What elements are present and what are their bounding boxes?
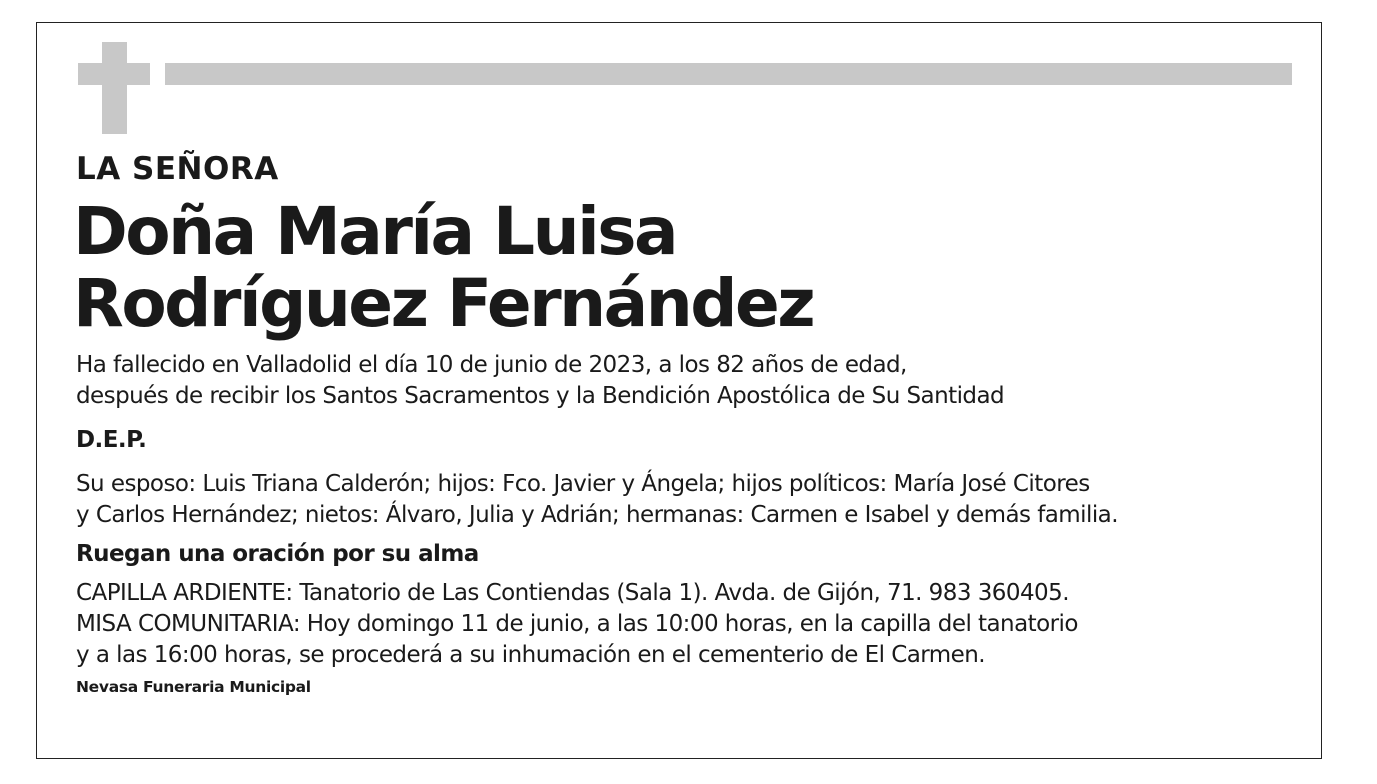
death-details-line-1: Ha fallecido en Valladolid el día 10 de junio de 2023, a los 82 años de edad, [76, 352, 907, 378]
service-details-line-1: CAPILLA ARDIENTE: Tanatorio de Las Contiendas (Sala 1). Avda. de Gijón, 71. 983 360405. [76, 580, 1069, 606]
family-members-line-2: y Carlos Hernández; nietos: Álvaro, Julia y Adrián; hermanas: Carmen e Isabel y demás familia. [76, 502, 1118, 528]
service-details [76, 578, 1306, 671]
deceased-name-line-2: Rodríguez Fernández [73, 265, 814, 342]
death-details [76, 350, 1306, 412]
service-details-line-3: y a las 16:00 horas, se procederá a su inhumación en el cementerio de El Carmen. [76, 642, 986, 668]
funeral-home-name: Nevasa Funeraria Municipal [76, 678, 311, 696]
death-details-line-2: después de recibir los Santos Sacramentos y la Bendición Apostólica de Su Santidad [76, 383, 1005, 409]
family-members [76, 469, 1306, 531]
cross-vertical-beam [102, 42, 127, 134]
rip-abbreviation: D.E.P. [76, 427, 147, 453]
family-members-line-1: Su esposo: Luis Triana Calderón; hijos: Fco. Javier y Ángela; hijos políticos: María José Citores [76, 471, 1090, 497]
deceased-name [73, 193, 1306, 342]
cross-horizontal-beam [78, 63, 150, 85]
honorific: LA SEÑORA [76, 151, 279, 187]
prayer-request: Ruegan una oración por su alma [76, 541, 479, 567]
header-rule [165, 63, 1292, 85]
obituary-content [73, 150, 1306, 713]
deceased-name-line-1: Doña María Luisa [73, 193, 677, 270]
service-details-line-2: MISA COMUNITARIA: Hoy domingo 11 de junio, a las 10:00 horas, en la capilla del tanatorio [76, 611, 1078, 637]
